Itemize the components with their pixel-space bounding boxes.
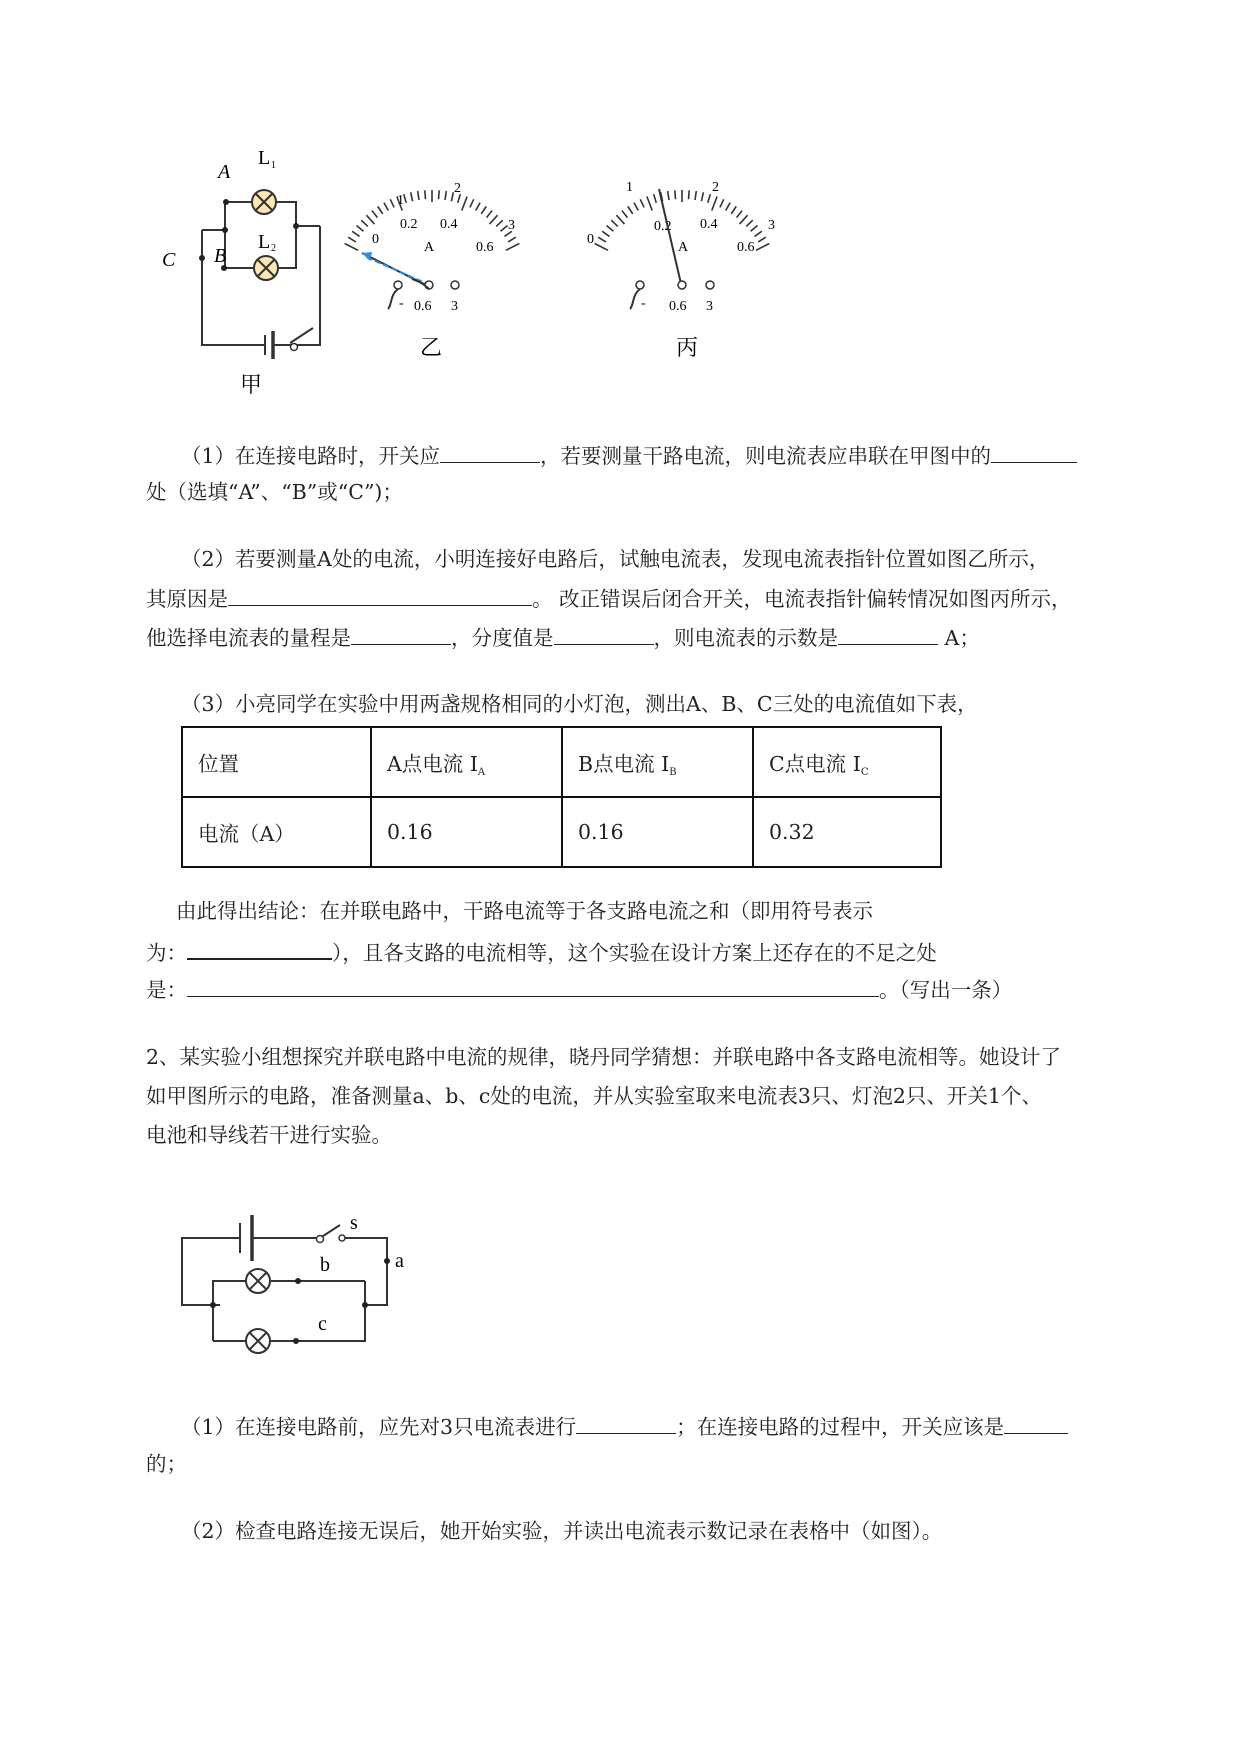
lamp-L1 [252, 190, 276, 214]
svg-text:1: 1 [271, 160, 276, 171]
text: ），且各支路的电流相等，这个实验在设计方案上还存在的不足之处 [332, 941, 937, 965]
table-cell: 0.16 [562, 797, 753, 867]
node-C [199, 255, 205, 261]
q1-conclusion-line3 [146, 974, 1012, 1004]
q2-intro-line3: 电池和导线若干进行实验。 [146, 1123, 392, 1147]
table-cell: C点电流 $I_C$ [753, 727, 941, 797]
text: （1）在连接电路前，应先对3只电流表进行 [181, 1415, 577, 1439]
q2-intro-line1: 2、某实验小组想探究并联电路中电流的规律，晓丹同学猜想：并联电路中各支路电流相等。她设计了 [146, 1045, 1062, 1069]
answer-blank[interactable] [440, 440, 540, 463]
answer-blank[interactable] [187, 936, 332, 960]
answer-blank[interactable] [351, 622, 451, 645]
q1-part3-line1: （3）小亮同学在实验中用两盏规格相同的小灯泡，测出A、B、C三处的电流值如下表， [181, 692, 978, 716]
table-cell: 位置 [182, 727, 371, 797]
circuit-diagram-q2 [170, 1205, 430, 1350]
text: ，分度值是 [451, 626, 554, 650]
text: 。 改正错误后闭合开关，电流表指针偏转情况如图丙所示， [532, 587, 1072, 611]
svg-text:0: 0 [587, 232, 594, 247]
svg-text:-: - [399, 296, 404, 311]
text: ，则电流表的示数是 [653, 626, 838, 650]
text: 他选择电流表的量程是 [146, 626, 351, 650]
current-table [181, 726, 942, 868]
svg-text:A: A [424, 240, 435, 255]
q2-part2-line1: （2）检查电路连接无误后，她开始实验，并读出电流表示数记录在表格中（如图）。 [181, 1519, 943, 1543]
svg-text:0.4: 0.4 [700, 217, 718, 232]
ammeter-yi [372, 181, 572, 400]
table-cell: 0.32 [753, 797, 941, 867]
q1-part2-line2 [146, 583, 1072, 613]
text: ，若要测量干路电流，则电流表应串联在甲图中的 [540, 444, 992, 468]
text: 为： [146, 941, 187, 965]
q1-part2-line1: （2）若要测量A处的电流，小明连接好电路后，试触电流表，发现电流表指针位置如图乙所示， [181, 547, 1050, 571]
lamp-L2 [254, 256, 278, 280]
table-cell: B点电流 $I_B$ [562, 727, 753, 797]
svg-text:0.6: 0.6 [414, 299, 432, 314]
svg-text:丙: 丙 [676, 335, 699, 360]
answer-blank[interactable] [554, 622, 654, 645]
q2-part1-line2: 的； [146, 1452, 187, 1476]
table-cell: 电流（A） [182, 797, 371, 867]
svg-text:1: 1 [397, 193, 404, 208]
svg-text:c: c [318, 1313, 327, 1335]
svg-text:0.6: 0.6 [476, 240, 494, 255]
text: 是： [146, 978, 187, 1002]
svg-text:1: 1 [626, 180, 633, 195]
text: 其原因是 [146, 587, 228, 611]
svg-text:0.6: 0.6 [737, 240, 755, 255]
q1-part1-line2: 处（选填“A”、“B”或“C”)； [146, 480, 403, 504]
text: A； [938, 626, 980, 650]
lamp-1 [246, 1269, 270, 1293]
svg-text:L: L [258, 147, 271, 169]
answer-blank[interactable] [838, 622, 938, 645]
svg-text:-: - [641, 296, 646, 311]
answer-blank[interactable] [228, 583, 532, 606]
svg-text:3: 3 [451, 299, 458, 314]
answer-blank[interactable] [1004, 1411, 1068, 1434]
q1-part1-line1 [181, 440, 1077, 470]
svg-text:A: A [218, 161, 231, 183]
table-cell: A点电流 $I_A$ [371, 727, 562, 797]
svg-text:s: s [350, 1212, 358, 1234]
svg-text:C: C [162, 249, 176, 271]
q1-conclusion-line1: 由此得出结论：在并联电路中，干路电流等于各支路电流之和（即用符号表示 [176, 899, 873, 923]
answer-blank[interactable] [187, 974, 879, 997]
svg-text:3: 3 [706, 299, 713, 314]
q1-conclusion-line2 [146, 936, 937, 967]
q2-intro-line2: 如甲图所示的电路，准备测量a、b、c处的电流，并从实验室取来电流表3只、灯泡2只、开关1个、 [146, 1084, 1042, 1108]
svg-text:0.4: 0.4 [440, 217, 458, 232]
answer-blank[interactable] [991, 440, 1077, 463]
needle [659, 189, 682, 288]
svg-text:2: 2 [454, 181, 461, 196]
q1-part2-line3 [146, 622, 980, 652]
circuit-diagram-jia [162, 147, 370, 400]
table-cell: 0.16 [371, 797, 562, 867]
answer-blank[interactable] [576, 1411, 676, 1434]
svg-text:2: 2 [271, 243, 276, 254]
svg-text:L: L [258, 231, 271, 253]
svg-text:a: a [395, 1250, 404, 1272]
text: （1）在连接电路时，开关应 [181, 444, 441, 468]
q2-part1-line1 [181, 1411, 1068, 1441]
svg-text:乙: 乙 [420, 335, 443, 360]
svg-text:B: B [214, 245, 227, 267]
svg-text:3: 3 [508, 218, 515, 233]
svg-text:b: b [320, 1254, 330, 1276]
table-row [182, 797, 941, 867]
table-row [182, 727, 941, 797]
svg-text:0.2: 0.2 [654, 219, 672, 234]
svg-text:0.2: 0.2 [400, 217, 418, 232]
svg-text:A: A [678, 240, 689, 255]
text: 。（写出一条） [879, 978, 1013, 1002]
text: ；在连接电路的过程中，开关应该是 [676, 1415, 1005, 1439]
svg-text:0: 0 [372, 232, 379, 247]
lamp-2 [246, 1329, 270, 1353]
svg-text:3: 3 [768, 218, 775, 233]
node-A [223, 199, 229, 205]
ammeter-bing [578, 180, 778, 400]
svg-text:0.6: 0.6 [669, 299, 687, 314]
svg-text:2: 2 [712, 180, 719, 195]
svg-text:甲: 甲 [240, 372, 263, 397]
